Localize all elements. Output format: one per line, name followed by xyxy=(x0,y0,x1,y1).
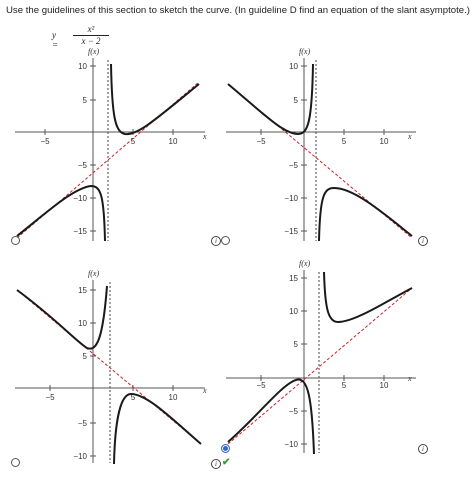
y-tick-label: 10 xyxy=(289,62,298,71)
question-text: Use the guidelines of this section to sketch the curve. (In guideline D find an equation of the slant asymptote.) xyxy=(6,5,470,16)
info-icon[interactable]: i xyxy=(418,444,428,454)
graph-option-b xyxy=(226,46,421,246)
radio-option-b[interactable] xyxy=(221,236,230,245)
x-tick-label: 5 xyxy=(341,381,347,390)
info-icon[interactable]: i xyxy=(211,236,221,246)
formula-numerator: x² xyxy=(87,24,95,34)
y-tick-label: −10 xyxy=(73,194,87,203)
formula-fraction xyxy=(71,24,111,47)
formula-denominator: x − 2 xyxy=(81,36,101,46)
x-tick-label: 10 xyxy=(379,137,389,146)
x-tick-label: 10 xyxy=(379,381,389,390)
x-label: x xyxy=(203,132,207,141)
y-tick-label: −10 xyxy=(73,452,87,461)
y-tick-label: 15 xyxy=(289,274,298,283)
y-tick-label: 5 xyxy=(82,352,87,361)
y-tick-label: −5 xyxy=(77,419,87,428)
y-tick-label: −5 xyxy=(288,407,298,416)
info-icon[interactable]: i xyxy=(211,459,221,469)
y-tick-label: 10 xyxy=(289,307,298,316)
y-tick-label: 5 xyxy=(293,96,298,105)
y-ticks xyxy=(45,66,173,231)
curve-right-branch xyxy=(111,64,199,134)
graph-option-d xyxy=(226,258,421,458)
fx-label: f(x) xyxy=(88,47,100,56)
formula-lhs: y = xyxy=(52,30,59,50)
curve-right-branch xyxy=(324,272,412,322)
radio-option-a[interactable] xyxy=(11,236,20,245)
correct-check-icon: ✔ xyxy=(222,457,231,468)
x-tick-label: −5 xyxy=(45,393,55,402)
curve-right-branch xyxy=(114,394,201,464)
info-icon[interactable]: i xyxy=(418,236,428,246)
ticks xyxy=(261,66,384,231)
x-tick-label: 5 xyxy=(130,393,136,402)
ticks xyxy=(50,290,173,456)
x-tick-label: 5 xyxy=(130,137,136,146)
x-tick-label: 5 xyxy=(341,137,347,146)
curve-left-branch xyxy=(17,186,105,241)
x-tick-label: 10 xyxy=(168,393,178,402)
slant-asymptote xyxy=(228,288,412,444)
fx-label: f(x) xyxy=(88,269,100,278)
y-tick-label: −5 xyxy=(77,161,87,170)
y-tick-label: −15 xyxy=(284,227,298,236)
y-tick-label: 15 xyxy=(78,286,87,295)
graph-option-c xyxy=(15,268,210,468)
ticks xyxy=(261,278,384,444)
graph-option-a xyxy=(15,46,210,246)
x-tick-label: −5 xyxy=(256,137,266,146)
y-tick-label: 10 xyxy=(78,62,87,71)
fx-label: f(x) xyxy=(299,259,311,268)
y-tick-label: 10 xyxy=(78,319,87,328)
curve-left-branch xyxy=(228,64,313,134)
y-tick-label: 5 xyxy=(82,96,87,105)
x-tick-label: −5 xyxy=(256,381,266,390)
y-tick-label: −10 xyxy=(284,194,298,203)
y-tick-label: −15 xyxy=(73,227,87,236)
x-label: x xyxy=(408,374,412,383)
y-tick-label: 5 xyxy=(293,340,298,349)
x-tick-label: 10 xyxy=(168,137,178,146)
x-label: x xyxy=(203,386,207,395)
radio-option-d[interactable] xyxy=(221,444,230,453)
radio-option-c[interactable] xyxy=(11,458,20,467)
y-tick-label: −5 xyxy=(288,161,298,170)
fx-label: f(x) xyxy=(299,47,311,56)
curve-right-branch xyxy=(319,188,412,241)
x-label: x xyxy=(408,132,412,141)
curve-left-branch xyxy=(228,380,314,454)
x-tick-label: −5 xyxy=(40,137,50,146)
y-tick-label: −10 xyxy=(284,440,298,449)
